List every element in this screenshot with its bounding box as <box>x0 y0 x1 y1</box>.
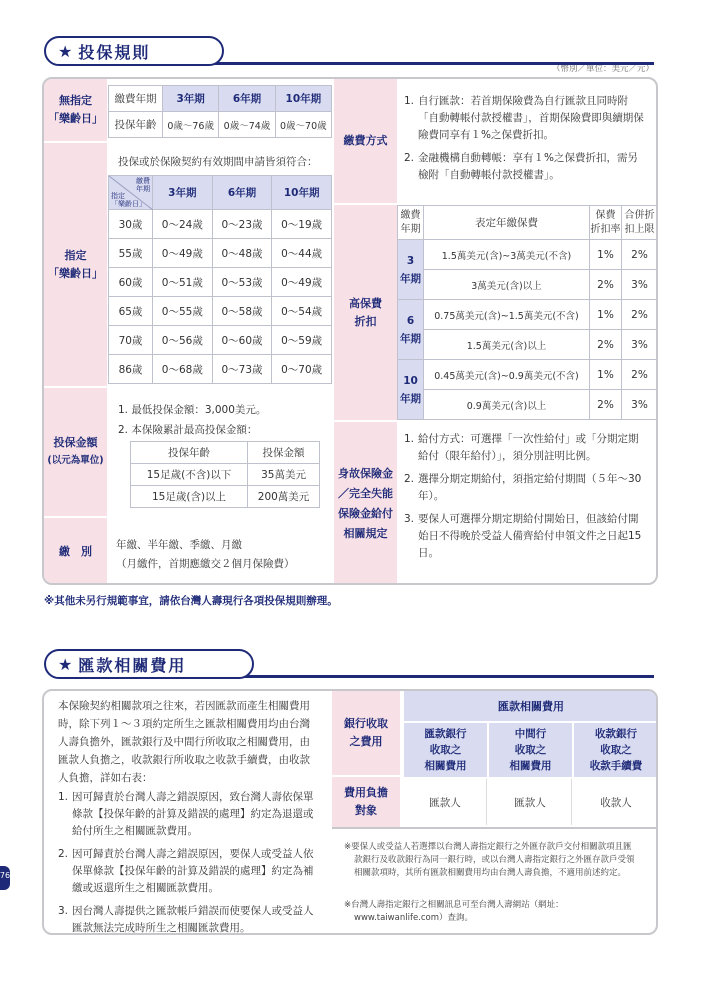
spec-value: 0～53歲 <box>212 268 272 297</box>
fees-intro: 本保險契約相關款項之往來，若因匯款而產生相關費用時，除下列１～３項約定所生之匯款相關費用均由台灣人壽負擔外，匯款銀行及中間行所收取之相關費用，由匯款人負擔之，收款銀行所收取之收款手續費，由收款人負擔，詳如右表： <box>58 700 310 784</box>
label-specified <box>44 143 107 388</box>
table-row <box>109 355 332 384</box>
label-disability-line2: ／完全失能 <box>338 486 393 500</box>
discount-term: 3 年期 <box>398 240 424 300</box>
fee-corner-text: 銀行收取 之費用 <box>344 717 388 748</box>
diag-top-text: 繳費 年期 <box>136 177 150 193</box>
spec-value: 0～24歲 <box>153 210 213 239</box>
table-row <box>398 330 658 360</box>
list-item-text: 因可歸責於台灣人壽之錯誤原因，致台灣人壽依保單條款【投保年齡的計算及錯誤的處理】約定為退還或給付所生之相關匯款費用。 <box>72 791 314 837</box>
spec-value: 0～56歲 <box>153 326 213 355</box>
fee-value-receive: 收款人 <box>600 796 632 809</box>
spec-value: 0～60歲 <box>212 326 272 355</box>
discount-cap: 2% <box>622 300 658 330</box>
amount-table <box>130 441 320 508</box>
table-row <box>109 239 332 268</box>
spec-value: 0～59歲 <box>272 326 332 355</box>
fee-note-2: ※台灣人壽指定銀行之相關訊息可至台灣人壽網站（網址：www.taiwanlife.com）查詢。 <box>344 900 564 923</box>
discount-cap: 3% <box>622 270 658 300</box>
discount-premium: 1.5萬美元(含)~3萬美元(不含) <box>424 240 590 270</box>
spec-value: 0～68歲 <box>153 355 213 384</box>
spec-value: 0～54歲 <box>272 297 332 326</box>
spec-value: 0～48歲 <box>212 239 272 268</box>
label-specified-line2: 「樂齡日」 <box>48 266 103 280</box>
label-unspecified-line2: 「樂齡日」 <box>48 112 103 125</box>
payment-method-list <box>404 93 648 190</box>
specified-table <box>108 175 332 384</box>
discount-rate: 2% <box>590 390 622 420</box>
section-title-fees <box>44 649 254 679</box>
fee-col-remit: 匯款銀行 收取之 相關費用 <box>404 723 487 777</box>
spec-value: 0～49歲 <box>153 239 213 268</box>
list-item-text: 選擇分期定期給付，須指定給付期間（５年～30年）。 <box>418 473 642 502</box>
list-item: 1. 因可歸責於台灣人壽之錯誤原因，致台灣人壽依保單條款【投保年齡的計算及錯誤的處理】約定為退還或給付所生之相關匯款費用。 <box>58 791 314 837</box>
heading-underline <box>210 675 654 678</box>
term-3: 3年期 <box>163 86 219 112</box>
label-discount <box>334 205 397 422</box>
fee-table-bottom-border <box>332 827 658 829</box>
spec-value: 0～23歲 <box>212 210 272 239</box>
page-number: 76 <box>0 871 11 880</box>
label-discount-line1: 高保費 <box>349 296 382 310</box>
discount-header-cap: 合併折 扣上限 <box>622 206 658 240</box>
label-amount-line2: (以元為單位) <box>47 455 104 466</box>
amount-age: 15足歲(不含)以下 <box>131 464 248 486</box>
age-10: 0歲～70歲 <box>275 112 331 138</box>
fee-col-intermediary: 中間行 收取之 相關費用 <box>489 723 572 777</box>
list-item: 1. 自行匯款：若首期保險費為自行匯款且同時附「自動轉帳付款授權書」，首期保險費即與續期保險費同享有１%之保費折扣。 <box>404 95 644 141</box>
payment-mode-line1: 年繳、半年繳、季繳、月繳 <box>116 539 242 551</box>
discount-rate: 1% <box>590 360 622 390</box>
label-payment-mode <box>44 518 107 585</box>
table-row <box>398 300 658 330</box>
diag-header <box>109 176 153 210</box>
label-specified-line1: 指定 <box>64 248 87 262</box>
age-3: 0歲～76歲 <box>163 112 219 138</box>
star-icon: ★ <box>58 654 75 674</box>
amount-item1: 1. 最低投保金額：3,000美元。 <box>118 404 267 416</box>
discount-rate: 2% <box>590 270 622 300</box>
star-icon: ★ <box>58 41 75 61</box>
age-row-label: 投保年齡 <box>109 112 163 138</box>
discount-header-rate: 保費 折扣率 <box>590 206 622 240</box>
spec-value: 0～70歲 <box>272 355 332 384</box>
amount-header-age: 投保年齡 <box>131 442 248 464</box>
list-item: 2. 金融機構自動轉帳：享有１%之保費折扣，需另檢附「自動轉帳付款授權書」。 <box>404 152 638 181</box>
table-row <box>109 297 332 326</box>
amount-item2: 2. 本保險累計最高投保金額： <box>118 424 258 436</box>
discount-rate: 1% <box>590 300 622 330</box>
specified-intro: 投保或於保險契約有效期間申請皆須符合： <box>118 156 318 168</box>
table-row <box>109 210 332 239</box>
label-payment-method-text: 繳費方式 <box>343 134 388 147</box>
spec-value: 0～58歲 <box>212 297 272 326</box>
table-row <box>131 486 320 508</box>
list-item-text: 因台灣人壽提供之匯款帳戶錯誤而使要保人或受益人匯款無法完成時所生之相關匯款費用。 <box>72 905 314 934</box>
list-item-text: 自行匯款：若首期保險費為自行匯款且同時附「自動轉帳付款授權書」，首期保險費即與續期保險費同享有１%之保費折扣。 <box>418 95 644 141</box>
currency-note: （幣別／單位：美元／元） <box>552 64 655 74</box>
list-item: 1. 給付方式：可選擇「一次性給付」或「分期定期給付（限年給付）」，須分別註明比例。 <box>404 433 639 462</box>
table-row <box>109 268 332 297</box>
spec-value: 0～19歲 <box>272 210 332 239</box>
diag-bottom-text: 指定 「樂齡日」 <box>111 192 146 208</box>
label-amount-line1: 投保金額 <box>53 436 98 449</box>
list-item-text: 要保人可選擇分期定期給付開始日，但該給付開始日不得晚於受益人備齊給付申領文件之日起15日。 <box>418 513 642 559</box>
fee-table <box>332 691 658 827</box>
label-disability-line4: 相關規定 <box>343 526 388 540</box>
spec-term-3: 3年期 <box>153 176 213 210</box>
discount-header-term: 繳費 年期 <box>398 206 424 240</box>
table-row <box>109 326 332 355</box>
discount-rate: 2% <box>590 330 622 360</box>
label-disability-line3: 保險金給付 <box>338 506 393 520</box>
fee-col-receive: 收款銀行 收取之 收款手續費 <box>574 723 658 777</box>
spec-age: 65歲 <box>109 297 153 326</box>
fees-card <box>42 689 658 935</box>
section-title-rules <box>44 36 224 66</box>
list-item-text: 金融機構自動轉帳：享有１%之保費折扣，需另檢附「自動轉帳付款授權書」。 <box>418 152 638 181</box>
list-item: 3. 因台灣人壽提供之匯款帳戶錯誤而使要保人或受益人匯款無法完成時所生之相關匯款費用。 <box>58 905 314 934</box>
rules-card <box>42 77 658 585</box>
discount-premium: 3萬美元(含)以上 <box>424 270 590 300</box>
discount-cap: 2% <box>622 240 658 270</box>
spec-age: 86歲 <box>109 355 153 384</box>
age-6: 0歲～74歲 <box>219 112 275 138</box>
section-title-rules-text: 投保規則 <box>78 42 151 62</box>
amount-value: 35萬美元 <box>248 464 320 486</box>
spec-value: 0～55歲 <box>153 297 213 326</box>
table-row <box>398 270 658 300</box>
label-payment-method <box>334 79 397 205</box>
table-row <box>398 390 658 420</box>
spec-value: 0～44歲 <box>272 239 332 268</box>
fee-value-remit: 匯款人 <box>404 779 487 825</box>
list-item-text: 因可歸責於台灣人壽之錯誤原因，要保人或受益人依保單條款【投保年齡的計算及錯誤的處理】約定為補繳或返還所生之相關匯款費用。 <box>72 848 314 894</box>
spec-age: 30歲 <box>109 210 153 239</box>
spec-value: 0～73歲 <box>212 355 272 384</box>
amount-header-amount: 投保金額 <box>248 442 320 464</box>
fee-group-header: 匯款相關費用 <box>404 691 658 721</box>
discount-term: 10 年期 <box>398 360 424 420</box>
section-title-fees-text: 匯款相關費用 <box>78 655 187 675</box>
list-item-text: 給付方式：可選擇「一次性給付」或「分期定期給付（限年給付）」，須分別註明比例。 <box>418 433 639 462</box>
unspecified-table <box>108 85 332 138</box>
fee-row-label <box>332 777 402 827</box>
heading-underline <box>180 62 654 65</box>
fee-corner <box>332 691 402 777</box>
table-row <box>398 360 658 390</box>
label-unspecified <box>44 79 107 143</box>
label-amount <box>44 388 107 518</box>
amount-value: 200萬美元 <box>248 486 320 508</box>
spec-age: 70歲 <box>109 326 153 355</box>
list-item: 3. 要保人可選擇分期定期給付開始日，但該給付開始日不得晚於受益人備齊給付申領文件之日起15日。 <box>404 513 642 559</box>
amount-age: 15足歲(含)以上 <box>131 486 248 508</box>
spec-value: 0～51歲 <box>153 268 213 297</box>
discount-rate: 1% <box>590 240 622 270</box>
discount-premium: 0.9萬美元(含)以上 <box>424 390 590 420</box>
spec-term-10: 10年期 <box>272 176 332 210</box>
spec-age: 60歲 <box>109 268 153 297</box>
spec-term-6: 6年期 <box>212 176 272 210</box>
fee-note-1: ※要保人或受益人若選擇以台灣人壽指定銀行之外匯存款戶交付相關款項且匯款銀行及收款銀行為同一銀行時，或以台灣人壽指定銀行之外匯存款戶受領相關款項時，其所有匯款相關費用均由台灣人壽負擔，不適用前述約定。 <box>344 842 635 878</box>
spec-age: 55歲 <box>109 239 153 268</box>
label-discount-line2: 折扣 <box>354 314 377 328</box>
label-disability-line1: 身故保險金 <box>338 466 393 480</box>
fee-value-intermediary: 匯款人 <box>489 779 572 825</box>
list-item: 2. 因可歸責於台灣人壽之錯誤原因，要保人或受益人依保單條款【投保年齡的計算及錯誤的處理】約定為補繳或返還所生之相關匯款費用。 <box>58 848 314 894</box>
discount-table <box>397 205 658 420</box>
rules-footnote: ※其他未另行規範事宜，請依台灣人壽現行各項投保規則辦理。 <box>44 595 338 607</box>
fee-row-label-text: 費用負擔 對象 <box>344 786 388 817</box>
label-payment-mode-text: 繳 別 <box>59 544 92 558</box>
disability-list <box>404 431 648 568</box>
fees-list <box>58 789 322 935</box>
term-row-label: 繳費年期 <box>109 86 163 112</box>
discount-premium: 0.75萬美元(含)~1.5萬美元(不含) <box>424 300 590 330</box>
spec-value: 0～49歲 <box>272 268 332 297</box>
discount-premium: 1.5萬美元(含)以上 <box>424 330 590 360</box>
table-row <box>398 240 658 270</box>
discount-cap: 3% <box>622 330 658 360</box>
payment-mode-line2: （月繳件，首期應繳交２個月保險費） <box>116 558 295 570</box>
discount-premium: 0.45萬美元(含)~0.9萬美元(不含) <box>424 360 590 390</box>
label-unspecified-line1: 無指定 <box>59 94 92 107</box>
discount-term: 6 年期 <box>398 300 424 360</box>
term-10: 10年期 <box>275 86 331 112</box>
discount-cap: 2% <box>622 360 658 390</box>
discount-header-premium: 表定年繳保費 <box>424 206 590 240</box>
table-row <box>131 464 320 486</box>
label-disability <box>334 422 397 585</box>
list-item: 2. 選擇分期定期給付，須指定給付期間（５年～30年）。 <box>404 473 642 502</box>
discount-cap: 3% <box>622 390 658 420</box>
term-6: 6年期 <box>219 86 275 112</box>
